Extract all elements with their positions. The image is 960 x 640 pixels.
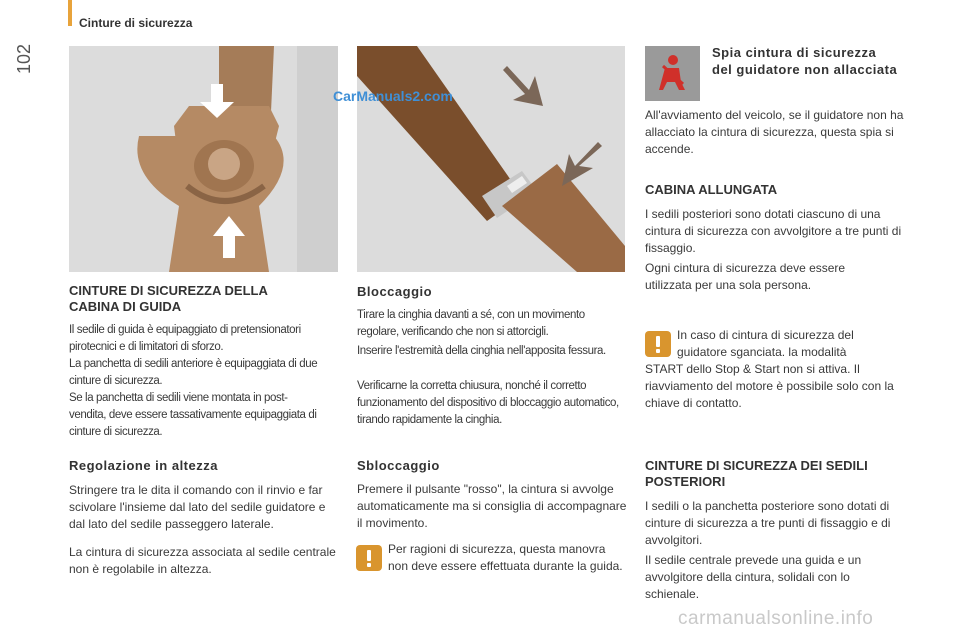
watermark-bottom: carmanualsonline.info [678,608,874,629]
stop-start-warning-line: guidatore sganciata. la modalità [677,345,847,359]
stop-start-warning-line: In caso di cintura di sicurezza del [677,328,854,342]
seatbelt-lamp-title-line: Spia cintura di sicurezza [712,45,877,60]
locking-paragraph: Inserire l'estremità della cinghia nell'apposita fessura. [357,345,606,357]
intro-paragraph: La panchetta di sedili anteriore è equipaggiata di due cinture di sicurezza. [69,358,318,387]
exclamation-warning-icon [356,545,382,571]
locking-paragraph: Tirare la cinghia davanti a sé, con un movimento regolare, verificando che non si attorcigli. [357,309,585,338]
intro-paragraph: Se la panchetta di sedili viene montata in post-vendita, deve essere tassativamente equipaggiata di cinture di sicurezza. [69,392,317,438]
seatbelt-lamp-title-line: del guidatore non allacciata [712,62,898,77]
seatbelt-lamp-title [712,44,897,78]
page-header-title: Cinture di sicurezza [79,16,193,30]
section-title-line: CABINA DI GUIDA [69,299,182,314]
watermark-top: CarManuals2.com [333,88,453,104]
section-title-front-belts [69,283,339,315]
height-adjust-paragraph: Stringere tra le dita il comando con il rinvio e far scivolare l'insieme dal lato del sedile guidatore e dal lato del sedile passeggero laterale. [69,483,326,531]
exclamation-warning-icon [645,331,671,357]
extended-cab-paragraph: Ogni cintura di sicurezza deve essere utilizzata per una sola persona. [645,261,846,292]
page-number: 102 [14,43,34,74]
extended-cab-title: CABINA ALLUNGATA [645,182,778,197]
unlocking-warning-text: Per ragioni di sicurezza, questa manovra non deve essere effettuata durante la guida. [388,542,623,573]
rear-belts-title-line: CINTURE DI SICUREZZA DEI SEDILI [645,458,868,473]
unlocking-title: Sbloccaggio [357,458,440,473]
seatbelt-lamp-paragraph: All'avviamento del veicolo, se il guidatore non ha allacciato la cintura di sicurezza, questa spia si accende. [645,108,904,156]
rear-belts-title [645,458,917,490]
locking-paragraph: Verificarne la corretta chiusura, nonché il corretto funzionamento del dispositivo di bloccaggio automatico, tirando rapidamente la cinghia. [357,380,619,426]
rear-belts-paragraph: Il sedile centrale prevede una guida e un avvolgitore della cintura, solidali con lo schienale. [645,553,862,601]
height-adjust-paragraph: La cintura di sicurezza associata al sedile centrale non è regolabile in altezza. [69,545,336,576]
stop-start-warning-text: START dello Stop & Start non si attiva. Il riavviamento del motore è possibile solo con la chiave di contatto. [645,362,894,410]
header-accent-bar [68,0,72,26]
unlocking-paragraph: Premere il pulsante "rosso", la cintura si avvolge automaticamente ma si consiglia di accompagnare il movimento. [357,482,627,530]
stop-start-warning-text [677,327,917,361]
seatbelt-warning-lamp-icon [645,46,700,101]
intro-paragraph: Il sedile di guida è equipaggiato di pretensionatori pirotecnici e di limitatori di sforzo. [69,324,301,353]
seat-belt-height-adjust-illustration [69,46,338,272]
rear-belts-title-line: POSTERIORI [645,474,726,489]
extended-cab-paragraph: I sedili posteriori sono dotati ciascuno di una cintura di sicurezza con avvolgitore a tre punti di fissaggio. [645,207,902,255]
section-title-line: CINTURE DI SICUREZZA DELLA [69,283,268,298]
height-adjust-title: Regolazione in altezza [69,458,218,473]
seat-belt-buckle-illustration [357,46,625,272]
locking-title: Bloccaggio [357,284,433,299]
rear-belts-paragraph: I sedili o la panchetta posteriore sono dotati di cinture di sicurezza a tre punti di fissaggio e di avvolgitori. [645,499,891,547]
